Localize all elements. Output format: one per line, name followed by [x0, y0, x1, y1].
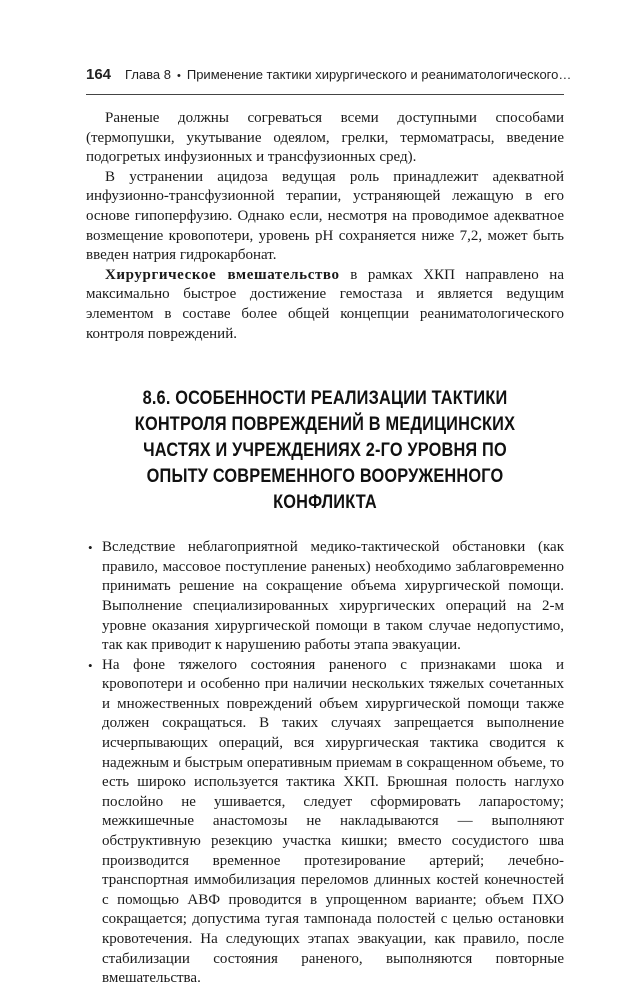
- list-item-text: На фоне тяжелого состояния раненого с признаками шока и кровопотери и особенно при наличии нескольких тяжелых сочетанных и множественных повреждений объем хирургической помощи также должен сокращаться. В таких случаях запрещается выполнение исчерпывающих операций, вся хирургическая тактика сводится к надежным и быстрым оперативным приемам в сокращенном объеме, то есть широко используется тактика ХКП. Брюшная полость наглухо послойно не ушивается, следует сформировать лапаростому; межкишечные анастомозы не накладываются — выполняют обструктивную резекцию участка кишки; вместо сосудистого шва производится временное протезирование артерий; лечебно-транспортная иммобилизация переломов длинных костей конечностей с помощью АВФ проводится в упрощенном варианте; объем ПХО сокращается; допустима тугая тампонада полостей с целью остановки кровотечения. На следующих этапах эвакуации, как правило, после стабилизации состояния раненого, выполняются повторные вмешательства.: [102, 656, 564, 987]
- header-bullet: •: [177, 70, 181, 82]
- paragraph-surgical-intervention: [86, 266, 564, 344]
- header-chapter: Глава 8: [125, 67, 171, 82]
- header-rule: [86, 94, 564, 95]
- list-item: [86, 656, 564, 989]
- list-item-text: Вследствие неблагоприятной медико-тактической обстановки (как правило, массовое поступление раненых) необходимо заблаговременно принимать решение на сокращение объема хирургической помощи. Выполнение специализированных хирургических операций на 2-м уровне оказания хирургической помощи в таком случае недопустимо, так как приводит к нарушению работы этапа эвакуации.: [102, 539, 564, 654]
- paragraph-acidosis: В устранении ацидоза ведущая роль принадлежит адекватной инфузионно-трансфузионной терапии, устраняющей лежащую в его основе гипоперфузию. Однако если, несмотря на проводимое адекватное возмещение кровопотери, уровень pH сохраняется ниже 7,2, может быть введен натрия гидрокарбонат.: [86, 168, 564, 264]
- header-title: Применение тактики хирургического и реаниматологического…: [186, 67, 572, 82]
- paragraph-warming: Раненые должны согреваться всеми доступными способами (термопушки, укутывание одеялом, грелки, термоматрасы, введение подогретых инфузионных и трансфузионных сред).: [86, 110, 564, 166]
- section-title: 8.6. ОСОБЕННОСТИ РЕАЛИЗАЦИИ ТАКТИКИ КОНТРОЛЯ ПОВРЕЖДЕНИЙ В МЕДИЦИНСКИХ ЧАСТЯХ И УЧРЕЖДЕНИЯХ 2-ГО УРОВНЯ ПО ОПЫТУ СОВРЕМЕННОГО ВООРУЖЕННОГО КОНФЛИКТА: [134, 388, 516, 514]
- bullet-list: [86, 538, 564, 989]
- intro-text: [86, 109, 564, 344]
- page-number: 164: [86, 66, 112, 83]
- book-page: [86, 66, 572, 989]
- bullet-marker: •: [88, 657, 93, 673]
- paragraph-surgical-intervention-text: в рамках ХКП направлено на максимально быстрое достижение гемостаза и является ведущим элементом в составе более общей концепции реаниматологического контроля повреждений.: [86, 266, 564, 342]
- bullet-marker: •: [88, 540, 93, 556]
- running-header: [86, 66, 572, 90]
- term-surgical-intervention: Хирургическое вмешательство: [105, 266, 340, 283]
- list-item: [86, 538, 564, 656]
